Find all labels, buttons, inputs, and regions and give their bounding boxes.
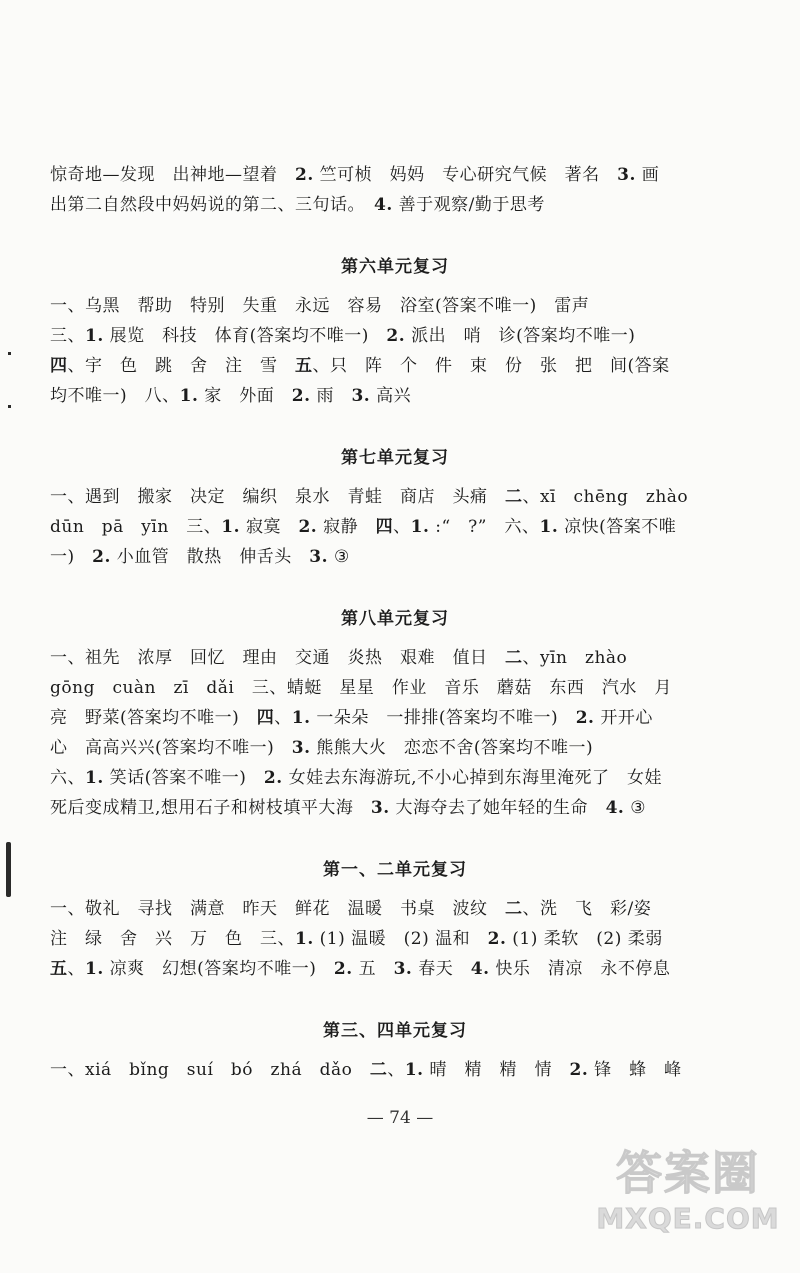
answer-line: 五、1. 凉爽 幻想(答案均不唯一) 2. 五 3. 春天 4. 快乐 清凉 永不停息 [50, 959, 671, 979]
answer-line: 一、xiá bǐng suí bó zhá dǎo 二、1. 晴 精 精 情 2. 锋 蜂 峰 [50, 1060, 682, 1080]
answer-line: 四、宇 色 跳 舍 注 雪 五、只 阵 个 件 束 份 张 把 间(答案 [50, 356, 670, 376]
section-spacer [50, 411, 740, 443]
answer-content [50, 160, 740, 1085]
answer-line: dūn pā yīn 三、1. 寂寞 2. 寂静 四、1. :“ ?” 六、1. 凉快(答案不唯 [50, 517, 677, 537]
answer-line: 一、乌黑 帮助 特别 失重 永远 容易 浴室(答案不唯一) 雷声 [50, 296, 590, 316]
section-title: 第六单元复习 [341, 257, 449, 277]
review-sections [50, 220, 740, 1085]
section-spacer [50, 220, 740, 252]
answer-line: 三、1. 展览 科技 体育(答案均不唯一) 2. 派出 哨 诊(答案均不唯一) [50, 326, 636, 346]
section-spacer [50, 277, 740, 291]
section-spacer [50, 572, 740, 604]
answer-line: 六、1. 笑话(答案不唯一) 2. 女娃去东海游玩,不小心掉到东海里淹死了 女娃 [50, 768, 662, 788]
answer-line: 心 高高兴兴(答案均不唯一) 3. 熊熊大火 恋恋不舍(答案均不唯一) [50, 738, 594, 758]
margin-dot [8, 405, 11, 408]
watermark-logo [588, 1145, 788, 1255]
section-spacer [50, 880, 740, 894]
section-spacer [50, 1041, 740, 1055]
answer-line: 注 绿 舍 兴 万 色 三、1. (1) 温暖 (2) 温和 2. (1) 柔软 (2) 柔弱 [50, 929, 663, 949]
section-spacer [50, 629, 740, 643]
watermark-url: MXQE.COM [596, 1202, 780, 1235]
section-spacer [50, 984, 740, 1016]
section-spacer [50, 468, 740, 482]
section-title: 第一、二单元复习 [323, 860, 467, 880]
section-spacer [50, 823, 740, 855]
section-title: 第八单元复习 [341, 609, 449, 629]
answer-line: 一、敬礼 寻找 满意 昨天 鲜花 温暖 书桌 波纹 二、洗 飞 彩/姿 [50, 899, 652, 919]
answer-line: 一、遇到 搬家 决定 编织 泉水 青蛙 商店 头痛 二、xī chēng zhào [50, 487, 689, 507]
margin-scan-mark [6, 842, 11, 897]
answer-line: 亮 野菜(答案均不唯一) 四、1. 一朵朵 一排排(答案均不唯一) 2. 开开心 [50, 708, 653, 728]
answer-line: 均不唯一) 八、1. 家 外面 2. 雨 3. 高兴 [50, 386, 412, 406]
page-number: — 74 — [366, 1108, 434, 1128]
answer-line: 一、祖先 浓厚 回忆 理由 交通 炎热 艰难 值日 二、yīn zhào [50, 648, 628, 668]
answer-line: 死后变成精卫,想用石子和树枝填平大海 3. 大海夺去了她年轻的生命 4. ③ [50, 798, 646, 818]
section-title: 第三、四单元复习 [323, 1021, 467, 1041]
answer-line: 一) 2. 小血管 散热 伸舌头 3. ③ [50, 547, 350, 567]
intro-line: 出第二自然段中妈妈说的第二、三句话。 4. 善于观察/勤于思考 [50, 195, 545, 215]
section-title: 第七单元复习 [341, 448, 449, 468]
margin-dot [8, 352, 11, 355]
watermark-text: 答案圈 [616, 1146, 760, 1200]
answer-line: gōng cuàn zī dǎi 三、蜻蜓 星星 作业 音乐 蘑菇 东西 汽水 月 [50, 678, 672, 698]
intro-line: 惊奇地—发现 出神地—望着 2. 竺可桢 妈妈 专心研究气候 著名 3. 画 [50, 165, 660, 185]
